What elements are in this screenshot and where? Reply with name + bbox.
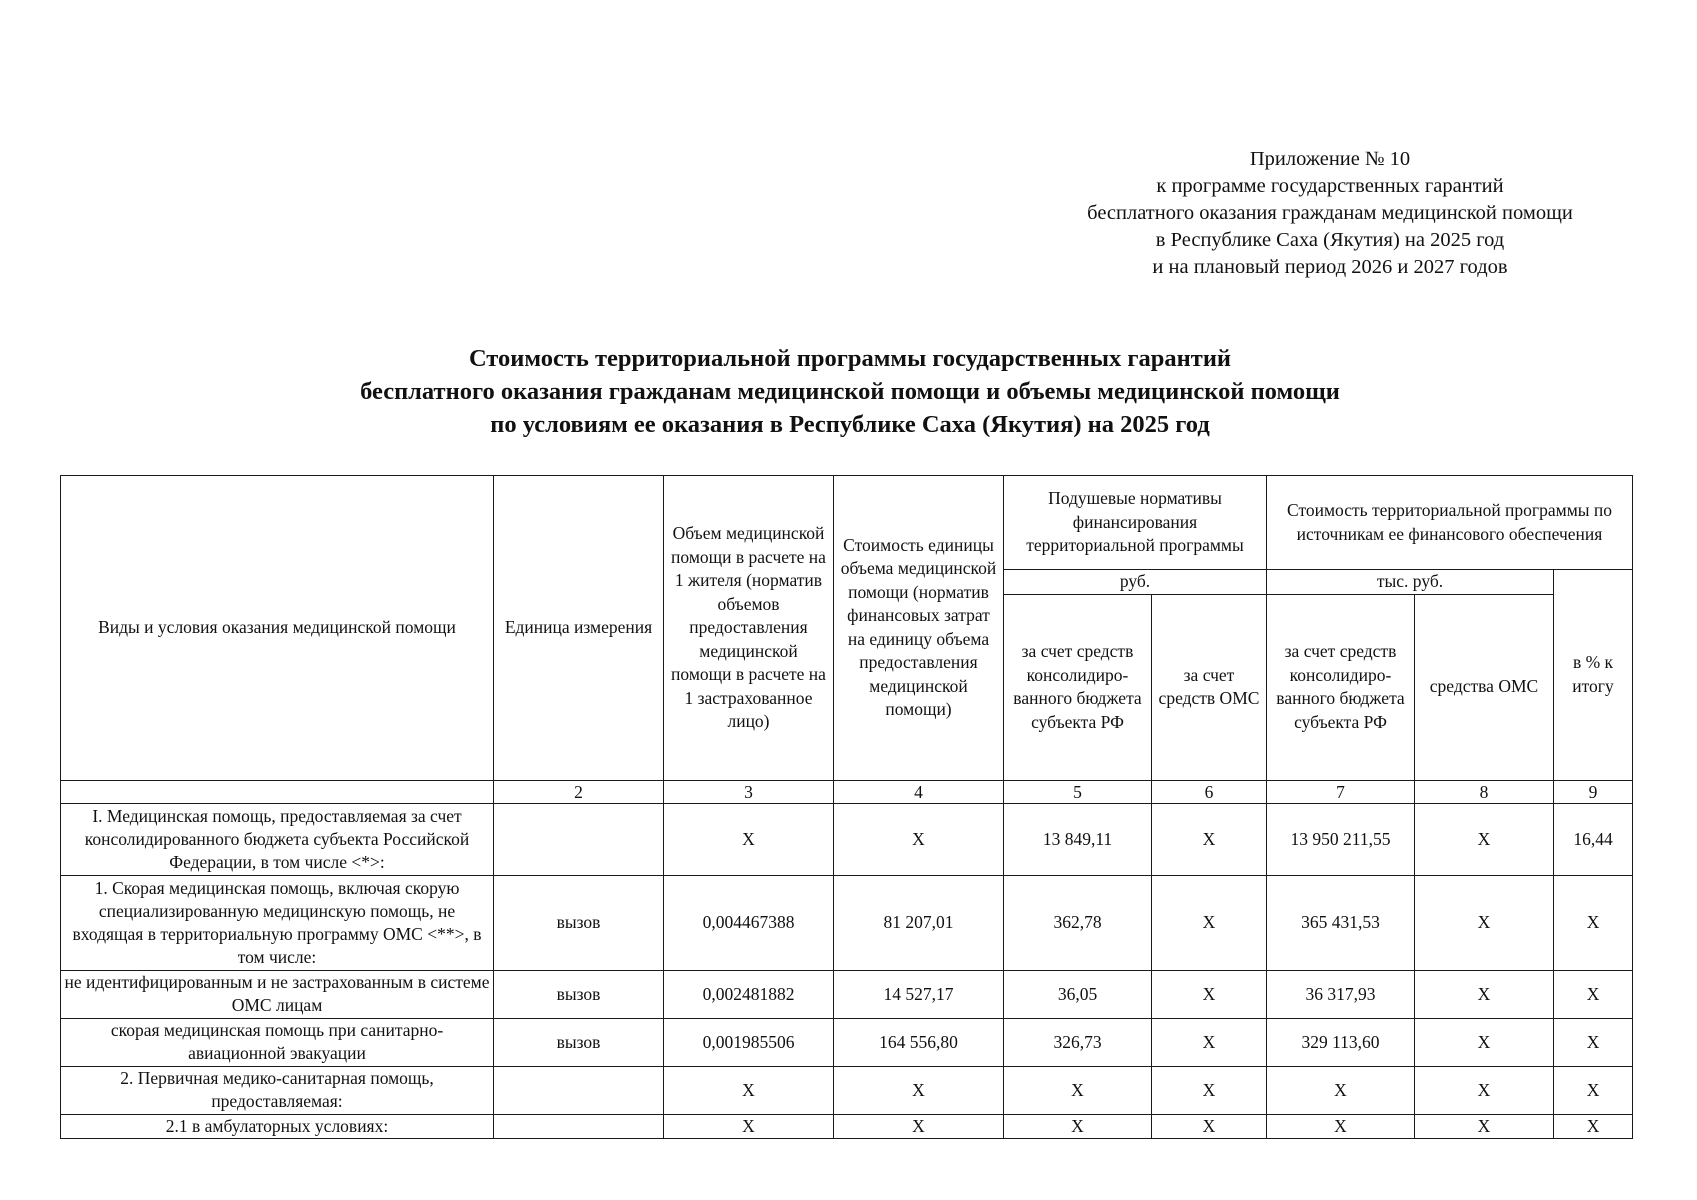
row-name: I. Медицинская помощь, предоставляемая за счет консолидированного бюджета субъекта Российской Федерации, в том числе <*>:	[61, 803, 494, 875]
row-volume: X	[664, 1066, 834, 1114]
column-number: 4	[834, 780, 1004, 803]
header-budget-per-capita: за счет средств консолидиро-ванного бюджета субъекта РФ	[1004, 594, 1152, 780]
row-unit	[494, 1066, 664, 1114]
row-budget-cost: 36 317,93	[1267, 970, 1415, 1018]
column-number: 5	[1004, 780, 1152, 803]
header-volume: Объем медицинской помощи в расчете на 1 жителя (норматив объемов предоставления медицинской помощи в расчете на 1 застрахованное лицо)	[664, 476, 834, 781]
row-percent: X	[1554, 875, 1633, 970]
table-row	[61, 875, 1633, 970]
row-oms-cost: X	[1415, 1018, 1554, 1066]
row-volume: X	[664, 1114, 834, 1138]
row-unit-cost: X	[834, 1114, 1004, 1138]
appendix-line: в Республике Саха (Якутия) на 2025 год	[1155, 229, 1505, 251]
table-row	[61, 803, 1633, 875]
row-budget-cost: X	[1267, 1114, 1415, 1138]
row-unit-cost: 81 207,01	[834, 875, 1004, 970]
header-unit-cost: Стоимость единицы объема медицинской помощи (норматив финансовых затрат на единицу объема предоставления медицинской помощи)	[834, 476, 1004, 781]
title-line: по условиям ее оказания в Республике Саха (Якутия) на 2025 год	[490, 411, 1210, 438]
row-budget-per-capita: X	[1004, 1066, 1152, 1114]
table-row	[61, 970, 1633, 1018]
row-oms-cost: X	[1415, 1114, 1554, 1138]
row-oms-cost: X	[1415, 970, 1554, 1018]
row-oms-per-capita: X	[1152, 875, 1267, 970]
header-types: Виды и условия оказания медицинской помощи	[61, 476, 494, 781]
row-name: 1. Скорая медицинская помощь, включая скорую специализированную медицинскую помощь, не входящая в территориальную программу ОМС <**>, в том числе:	[61, 875, 494, 970]
row-budget-cost: 329 113,60	[1267, 1018, 1415, 1066]
row-oms-per-capita: X	[1152, 1066, 1267, 1114]
column-number: 9	[1554, 780, 1633, 803]
row-budget-per-capita: 36,05	[1004, 970, 1152, 1018]
row-percent: X	[1554, 970, 1633, 1018]
row-unit-cost: 164 556,80	[834, 1018, 1004, 1066]
row-percent: X	[1554, 1018, 1633, 1066]
row-volume: X	[664, 803, 834, 875]
row-oms-cost: X	[1415, 803, 1554, 875]
row-oms-cost: X	[1415, 875, 1554, 970]
header-percent: в % к итогу	[1554, 570, 1633, 781]
row-unit: вызов	[494, 970, 664, 1018]
header-budget-cost: за счет средств консолидиро-ванного бюджета субъекта РФ	[1267, 594, 1415, 780]
cost-table	[60, 475, 1633, 1139]
appendix-line: бесплатного оказания гражданам медицинской помощи	[1087, 202, 1573, 224]
row-budget-per-capita: 326,73	[1004, 1018, 1152, 1066]
appendix-line: Приложение № 10	[1249, 148, 1411, 170]
title-line: бесплатного оказания гражданам медицинской помощи и объемы медицинской помощи	[360, 378, 1340, 405]
row-oms-cost: X	[1415, 1066, 1554, 1114]
row-percent: X	[1554, 1066, 1633, 1114]
row-unit: вызов	[494, 875, 664, 970]
column-number	[61, 780, 494, 803]
row-unit: вызов	[494, 1018, 664, 1066]
row-budget-per-capita: 362,78	[1004, 875, 1152, 970]
document-title	[60, 342, 1640, 441]
row-oms-per-capita: X	[1152, 970, 1267, 1018]
row-budget-cost: 365 431,53	[1267, 875, 1415, 970]
row-budget-per-capita: 13 849,11	[1004, 803, 1152, 875]
column-number: 8	[1415, 780, 1554, 803]
header-unit: Единица измерения	[494, 476, 664, 781]
row-name: 2.1 в амбулаторных условиях:	[61, 1114, 494, 1138]
table-row	[61, 1018, 1633, 1066]
header-oms-per-capita: за счет средств ОМС	[1152, 594, 1267, 780]
row-name: скорая медицинская помощь при санитарно-авиационной эвакуации	[61, 1018, 494, 1066]
header-unit-rub: руб.	[1004, 570, 1267, 595]
row-budget-cost: X	[1267, 1066, 1415, 1114]
row-volume: 0,001985506	[664, 1018, 834, 1066]
column-number: 6	[1152, 780, 1267, 803]
row-budget-cost: 13 950 211,55	[1267, 803, 1415, 875]
row-unit-cost: X	[834, 803, 1004, 875]
table-row	[61, 1066, 1633, 1114]
column-number: 7	[1267, 780, 1415, 803]
header-oms-cost: средства ОМС	[1415, 594, 1554, 780]
table-row	[61, 1114, 1633, 1138]
row-oms-per-capita: X	[1152, 803, 1267, 875]
row-name: не идентифицированным и не застрахованным в системе ОМС лицам	[61, 970, 494, 1018]
row-unit	[494, 803, 664, 875]
row-percent: 16,44	[1554, 803, 1633, 875]
row-name: 2. Первичная медико-санитарная помощь, предоставляемая:	[61, 1066, 494, 1114]
row-unit-cost: X	[834, 1066, 1004, 1114]
header-per-capita-group: Подушевые нормативы финансирования территориальной программы	[1004, 476, 1267, 570]
row-volume: 0,004467388	[664, 875, 834, 970]
row-volume: 0,002481882	[664, 970, 834, 1018]
row-budget-per-capita: X	[1004, 1114, 1152, 1138]
row-oms-per-capita: X	[1152, 1114, 1267, 1138]
row-unit	[494, 1114, 664, 1138]
column-number: 3	[664, 780, 834, 803]
column-number-row	[61, 780, 1633, 803]
column-number: 2	[494, 780, 664, 803]
row-oms-per-capita: X	[1152, 1018, 1267, 1066]
header-unit-thousand-rub: тыс. руб.	[1267, 570, 1554, 595]
appendix-block	[1020, 146, 1640, 281]
row-unit-cost: 14 527,17	[834, 970, 1004, 1018]
appendix-line: и на плановый период 2026 и 2027 годов	[1152, 256, 1508, 278]
header-program-cost-group: Стоимость территориальной программы по источникам ее финансового обеспечения	[1267, 476, 1633, 570]
appendix-line: к программе государственных гарантий	[1156, 175, 1504, 197]
title-line: Стоимость территориальной программы государственных гарантий	[468, 345, 1232, 372]
row-percent: X	[1554, 1114, 1633, 1138]
